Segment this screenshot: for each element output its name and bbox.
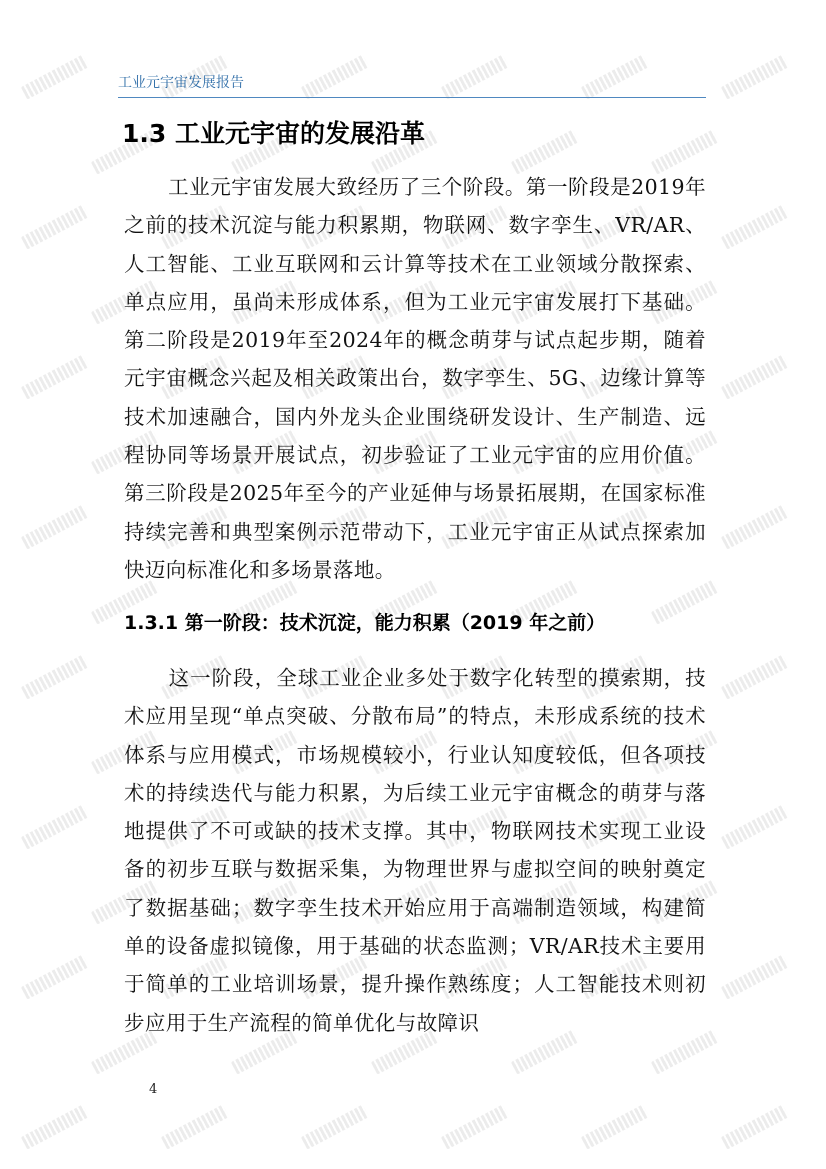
watermark-mark — [721, 1104, 789, 1149]
watermark-mark — [21, 1104, 89, 1149]
subsection-paragraph-text: 这一阶段，全球工业企业多处于数字化转型的摸索期，技术应用呈现“单点突破、分散布局”的特点，未形成系统的技术体系与应用模式，市场规模较小，行业认知度较低，但各项技术的持续迭代与能力积累，为后续工业元宇宙概念的萌芽与落地提供了不可或缺的技术支撑。其中，物联网技术实现工业设备的初步互联与数据采集，为物理世界与虚拟空间的映射奠定了数据基础；数字孪生技术开始应用于高端制造领域，构建简单的设备虚拟镜像，用于基础的状态监测；VR/AR技术主要用于简单的工业培训场景，提升操作熟练度；人工智能技术则初步应用于生产流程的简单优化与故障识 — [124, 666, 706, 1035]
page-number: 4 — [149, 1082, 158, 1097]
running-header: 工业元宇宙发展报告 — [118, 75, 244, 91]
watermark-mark — [301, 1104, 369, 1149]
watermark-mark — [721, 654, 789, 699]
watermark-mark — [721, 504, 789, 549]
watermark-mark — [441, 1104, 509, 1149]
header-rule — [118, 97, 706, 98]
watermark-mark — [721, 804, 789, 849]
watermark-mark — [21, 954, 89, 999]
watermark-mark — [21, 204, 89, 249]
section-paragraph-text: 工业元宇宙发展大致经历了三个阶段。第一阶段是2019年之前的技术沉淀与能力积累期，物联网、数字孪生、VR/AR、人工智能、工业互联网和云计算等技术在工业领域分散探索、单点应用，虽尚未形成体系，但为工业元宇宙发展打下基础。第二阶段是2019年至2024年的概念萌芽与试点起步期，随着元宇宙概念兴起及相关政策出台，数字孪生、5G、边缘计算等技术加速融合，国内外龙头企业围绕研发设计、生产制造、远程协同等场景开展试点，初步验证了工业元宇宙的应用价值。第三阶段是2025年至今的产业延伸与场景拓展期，在国家标准持续完善和典型案例示范带动下，工业元宇宙正从试点探索加快迈向标准化和多场景落地。 — [124, 175, 706, 582]
watermark-mark — [721, 954, 789, 999]
subsection-paragraph — [124, 659, 706, 1042]
watermark-mark — [721, 54, 789, 99]
watermark-mark — [581, 54, 649, 99]
watermark-mark — [441, 54, 509, 99]
watermark-mark — [21, 654, 89, 699]
watermark-mark — [21, 504, 89, 549]
watermark-mark — [21, 54, 89, 99]
watermark-mark — [721, 204, 789, 249]
watermark-mark — [581, 1104, 649, 1149]
watermark-mark — [721, 354, 789, 399]
subsection-title: 1.3.1 第一阶段：技术沉淀，能力积累（2019 年之前） — [124, 612, 606, 634]
watermark-mark — [161, 1104, 229, 1149]
section-title: 1.3 工业元宇宙的发展沿革 — [122, 119, 425, 148]
watermark-mark — [21, 354, 89, 399]
section-paragraph — [124, 168, 706, 589]
watermark-mark — [301, 54, 369, 99]
watermark-mark — [21, 804, 89, 849]
